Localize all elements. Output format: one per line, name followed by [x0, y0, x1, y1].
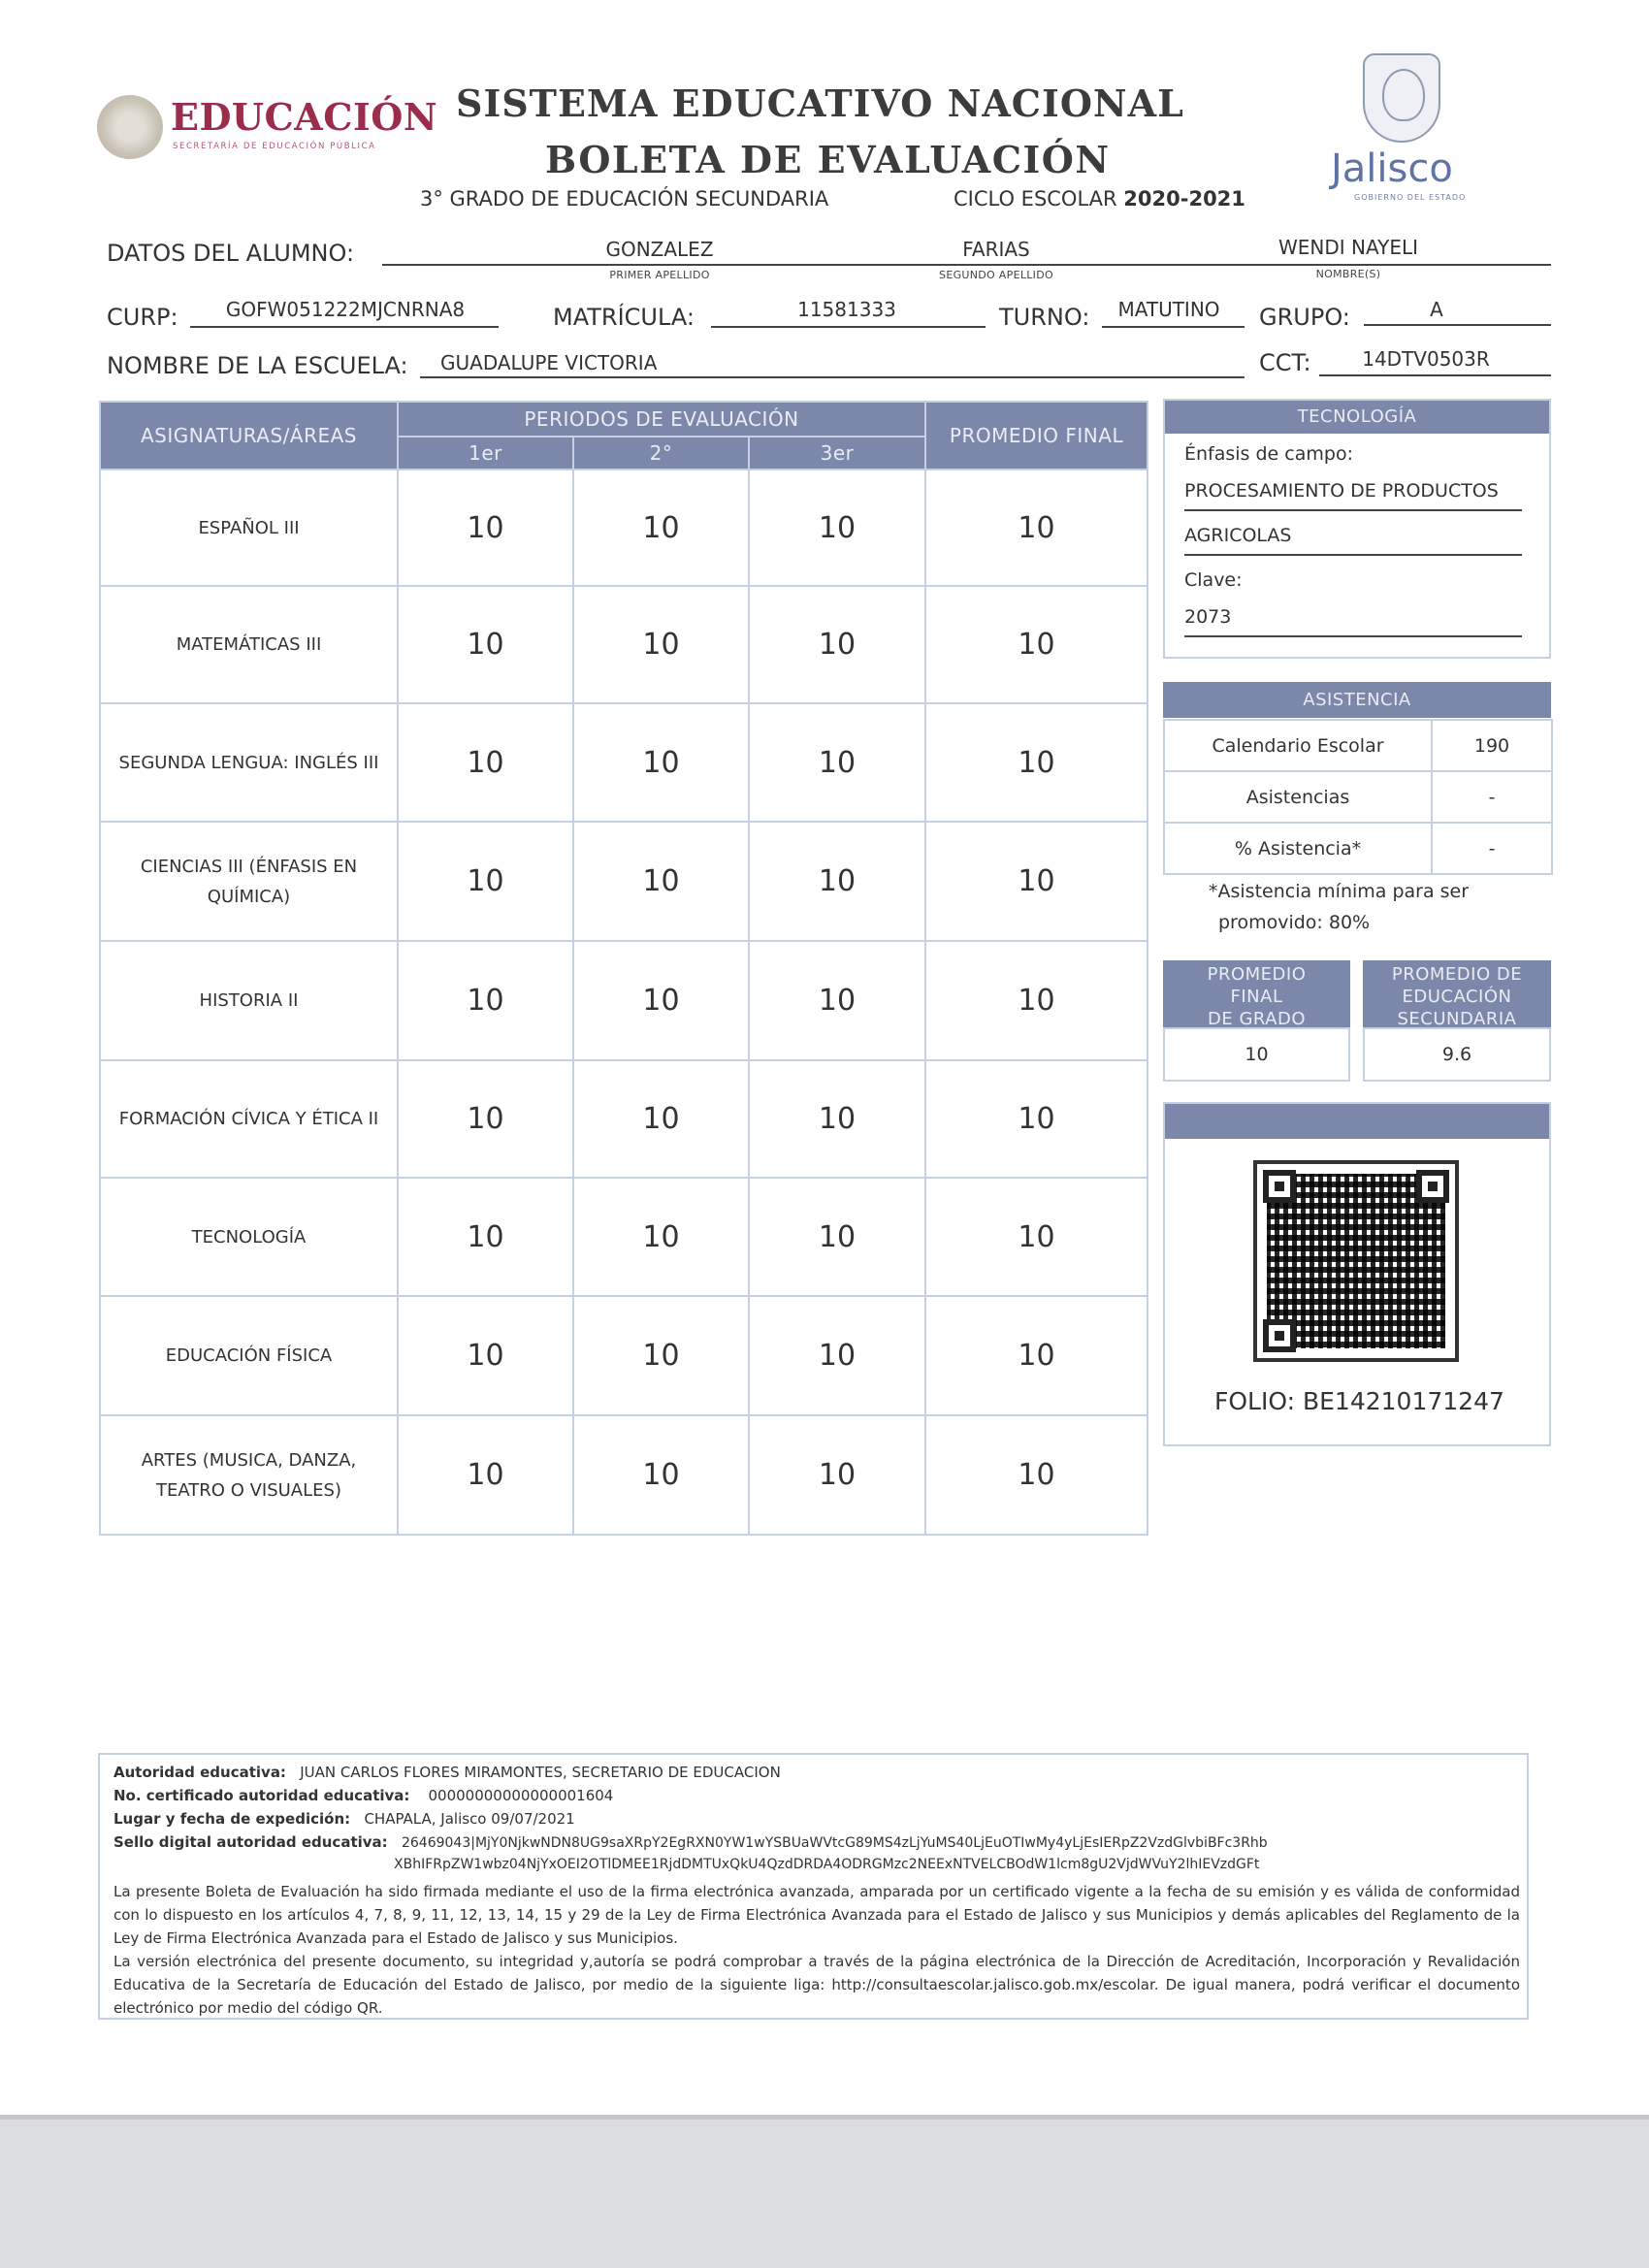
name-underline: [382, 264, 1551, 266]
asistencia-value: 190: [1432, 720, 1552, 771]
table-row: [100, 822, 1148, 941]
curp-underline: [190, 326, 499, 328]
period3-grade: 10: [749, 822, 925, 941]
turno-label: TURNO:: [999, 304, 1090, 331]
final-grade: 10: [925, 703, 1148, 822]
period1-grade: 10: [398, 703, 573, 822]
table-row: [100, 1296, 1148, 1415]
folio-number: FOLIO: BE14210171247: [1214, 1387, 1504, 1415]
period1-grade: 10: [398, 941, 573, 1060]
col-period3-header: 3er: [749, 437, 925, 470]
sep-logo-subtitle: SECRETARÍA DE EDUCACIÓN PÚBLICA: [173, 142, 376, 151]
cct-underline: [1319, 374, 1551, 376]
asistencia-note-line2: promovido: 80%: [1218, 912, 1371, 933]
final-grade: 10: [925, 1178, 1148, 1296]
jalisco-logo-word: Jalisco: [1331, 146, 1453, 191]
enfasis-line2: AGRICOLAS: [1184, 525, 1292, 546]
final-grade: 10: [925, 586, 1148, 703]
grade-level: 3° GRADO DE EDUCACIÓN SECUNDARIA: [420, 187, 829, 211]
asistencia-note-line1: *Asistencia mínima para ser: [1209, 881, 1470, 902]
enfasis-line2-underline: [1184, 554, 1522, 556]
primer-apellido-caption: PRIMER APELLIDO: [609, 269, 710, 281]
legal-paragraph-1: La presente Boleta de Evaluación ha sido firmada mediante el uso de la firma electrónica avanzada, amparada por un certificado vigente a la fecha de su emisión y es válida de conformidad con lo dispuesto en los artículos 4, 7, 8, 9, 11, 12, 13, 14, 15 y 29 de la Ley de Firma Electrónica Avanzada para el Estado de Jalisco y sus Municipios y demás aplicables del Reglamento de la Ley de Firma Electrónica Avanzada para el Estado de Jalisco y sus Municipios.: [113, 1883, 1520, 1947]
school-cycle-value: 2020-2021: [1123, 187, 1245, 211]
asistencia-label: Asistencias: [1164, 771, 1432, 823]
qr-code-icon[interactable]: [1253, 1160, 1459, 1362]
turno-underline: [1102, 326, 1245, 328]
period1-grade: 10: [398, 1178, 573, 1296]
table-row: [100, 1060, 1148, 1178]
curp-label: CURP:: [107, 304, 178, 331]
period3-grade: 10: [749, 1178, 925, 1296]
table-row: [100, 941, 1148, 1060]
jalisco-logo: [1319, 53, 1494, 209]
period2-grade: 10: [573, 1296, 749, 1415]
subject-cell: EDUCACIÓN FÍSICA: [100, 1296, 398, 1415]
period3-grade: 10: [749, 1296, 925, 1415]
lugar-value: CHAPALA, Jalisco 09/07/2021: [364, 1810, 575, 1828]
promedio-secundaria-value: 9.6: [1363, 1027, 1551, 1082]
col-final-header: PROMEDIO FINAL: [925, 402, 1148, 470]
promedio-grado-value: 10: [1163, 1027, 1350, 1082]
col-period2-header: 2°: [573, 437, 749, 470]
jalisco-logo-subtitle: GOBIERNO DEL ESTADO: [1354, 193, 1467, 202]
asistencia-table: [1163, 719, 1553, 875]
subject-cell: ESPAÑOL III: [100, 470, 398, 586]
matricula-underline: [711, 326, 986, 328]
asistencia-row: [1164, 823, 1552, 874]
period1-grade: 10: [398, 1296, 573, 1415]
period2-grade: 10: [573, 703, 749, 822]
enfasis-line1-underline: [1184, 509, 1522, 511]
legal-paragraph-2: La versión electrónica del presente documento, su integridad y,autoría se podrá comprobar a través de la página electrónica de la Dirección de Acreditación, Incorporación y Revalidación Educativa de la Secretaría de Educación del Estado de Jalisco, por medio de la siguiente liga: http://consultaescolar.jalisco.gob.mx/escolar. De igual manera, podrá verificar el documento electrónico por medio del código QR.: [113, 1953, 1520, 2017]
clave-value: 2073: [1184, 606, 1232, 628]
school-cycle-label: CICLO ESCOLAR: [954, 187, 1117, 211]
cct-value: 14DTV0503R: [1362, 347, 1490, 371]
asistencia-value: -: [1432, 823, 1552, 874]
period3-grade: 10: [749, 703, 925, 822]
asistencia-row: [1164, 720, 1552, 771]
table-row: [100, 1178, 1148, 1296]
col-period1-header: 1er: [398, 437, 573, 470]
sep-logo: [97, 93, 438, 161]
subject-cell: FORMACIÓN CÍVICA Y ÉTICA II: [100, 1060, 398, 1178]
final-grade: 10: [925, 470, 1148, 586]
nombres-value: WENDI NAYELI: [1277, 236, 1418, 259]
document-title: SISTEMA EDUCATIVO NACIONAL: [456, 81, 1184, 125]
clave-label: Clave:: [1184, 569, 1243, 591]
cct-label: CCT:: [1259, 349, 1311, 376]
enfasis-label: Énfasis de campo:: [1184, 443, 1353, 465]
period2-grade: 10: [573, 1178, 749, 1296]
subject-cell: SEGUNDA LENGUA: INGLÉS III: [100, 703, 398, 822]
table-row: [100, 703, 1148, 822]
promedio-grado-header: [1163, 960, 1350, 1028]
asistencia-label: Calendario Escolar: [1164, 720, 1432, 771]
promedio-secundaria-header: [1363, 960, 1551, 1028]
grades-table: [99, 401, 1148, 1536]
national-seal-icon: [97, 95, 163, 159]
turno-value: MATUTINO: [1117, 298, 1220, 321]
col-subject-header: ASIGNATURAS/ÁREAS: [100, 402, 398, 470]
legal-footer: [98, 1753, 1529, 2020]
grupo-underline: [1364, 324, 1551, 326]
matricula-label: MATRÍCULA:: [553, 304, 695, 331]
primer-apellido-value: GONZALEZ: [605, 238, 714, 261]
asistencia-value: -: [1432, 771, 1552, 823]
curp-value: GOFW051222MJCNRNA8: [225, 298, 466, 321]
escuela-value: GUADALUPE VICTORIA: [440, 351, 658, 374]
sello-value-line1: 26469043|MjY0NjkwNDN8UG9saXRpY2EgRXN0YW1wYSBUaWVtcG89MS4zLjYuMS40LjEuOTIwMy4yLjEsIERpZ2VzdGlvbiBFc3Rhb: [401, 1835, 1268, 1851]
period2-grade: 10: [573, 1060, 749, 1178]
promedio-secundaria-header-line3: SECUNDARIA: [1397, 1009, 1517, 1029]
sello-row: [113, 1833, 1268, 1851]
certificado-row: [113, 1787, 613, 1804]
subject-cell: TECNOLOGÍA: [100, 1178, 398, 1296]
sello-label: Sello digital autoridad educativa:: [113, 1833, 388, 1851]
period1-grade: 10: [398, 586, 573, 703]
asistencia-label: % Asistencia*: [1164, 823, 1432, 874]
autoridad-label: Autoridad educativa:: [113, 1764, 286, 1781]
document-subtitle: BOLETA DE EVALUACIÓN: [545, 138, 1111, 181]
certificado-label: No. certificado autoridad educativa:: [113, 1787, 410, 1804]
final-grade: 10: [925, 822, 1148, 941]
promedio-secundaria-header-line2: EDUCACIÓN: [1402, 987, 1512, 1007]
period1-grade: 10: [398, 1060, 573, 1178]
qr-finder-top-left: [1263, 1170, 1296, 1203]
promedio-grado-header-line1: PROMEDIO: [1207, 964, 1307, 985]
final-grade: 10: [925, 1415, 1148, 1535]
grupo-label: GRUPO:: [1259, 304, 1350, 331]
student-data-label: DATOS DEL ALUMNO:: [107, 240, 355, 267]
qr-finder-top-right: [1416, 1170, 1449, 1203]
table-row: [100, 586, 1148, 703]
period2-grade: 10: [573, 586, 749, 703]
grupo-value: A: [1430, 298, 1443, 321]
autoridad-row: [113, 1764, 781, 1781]
period3-grade: 10: [749, 1415, 925, 1535]
promedio-grado-header-line2: FINAL: [1230, 987, 1283, 1007]
period3-grade: 10: [749, 1060, 925, 1178]
table-row: [100, 1415, 1148, 1535]
period1-grade: 10: [398, 1415, 573, 1535]
subject-cell: MATEMÁTICAS III: [100, 586, 398, 703]
table-row: [100, 470, 1148, 586]
period2-grade: 10: [573, 822, 749, 941]
enfasis-line1: PROCESAMIENTO DE PRODUCTOS: [1184, 480, 1499, 502]
nombres-caption: NOMBRE(S): [1315, 268, 1381, 280]
jalisco-crest-icon: [1363, 53, 1440, 143]
promedio-secundaria-header-line1: PROMEDIO DE: [1391, 964, 1523, 985]
asistencia-header: ASISTENCIA: [1163, 682, 1551, 718]
qr-finder-bottom-left: [1263, 1319, 1296, 1352]
tecnologia-panel: [1163, 399, 1551, 659]
period2-grade: 10: [573, 1415, 749, 1535]
period1-grade: 10: [398, 470, 573, 586]
final-grade: 10: [925, 941, 1148, 1060]
subject-cell: CIENCIAS III (ÉNFASIS EN QUÍMICA): [100, 822, 398, 941]
period1-grade: 10: [398, 822, 573, 941]
scan-background: [0, 2120, 1649, 2268]
segundo-apellido-caption: SEGUNDO APELLIDO: [939, 269, 1053, 281]
period3-grade: 10: [749, 941, 925, 1060]
period2-grade: 10: [573, 470, 749, 586]
col-periods-header: PERIODOS DE EVALUACIÓN: [398, 402, 925, 437]
sep-logo-word: EDUCACIÓN: [171, 95, 438, 139]
lugar-row: [113, 1810, 575, 1828]
certificado-value: 00000000000000001604: [428, 1787, 614, 1804]
period2-grade: 10: [573, 941, 749, 1060]
clave-underline: [1184, 635, 1522, 637]
lugar-label: Lugar y fecha de expedición:: [113, 1810, 351, 1828]
final-grade: 10: [925, 1296, 1148, 1415]
subject-cell: ARTES (MUSICA, DANZA, TEATRO O VISUALES): [100, 1415, 398, 1535]
segundo-apellido-value: FARIAS: [962, 238, 1030, 261]
qr-panel-header: [1165, 1104, 1549, 1139]
asistencia-row: [1164, 771, 1552, 823]
period3-grade: 10: [749, 470, 925, 586]
escuela-label: NOMBRE DE LA ESCUELA:: [107, 352, 408, 379]
escuela-underline: [420, 376, 1245, 378]
autoridad-value: JUAN CARLOS FLORES MIRAMONTES, SECRETARIO DE EDUCACION: [300, 1764, 781, 1781]
period3-grade: 10: [749, 586, 925, 703]
final-grade: 10: [925, 1060, 1148, 1178]
subject-cell: HISTORIA II: [100, 941, 398, 1060]
promedio-grado-header-line3: DE GRADO: [1207, 1009, 1307, 1029]
tecnologia-header: TECNOLOGÍA: [1165, 401, 1549, 434]
matricula-value: 11581333: [797, 298, 896, 321]
sello-value-line2: XBhIFRpZW1wbz04NjYxOEI2OTlDMEE1RjdDMTUxQkU4QzdDRDA4ODRGMzc2NEExNTVELCBOdW1lcm8gU2VjdWVuY2lhIEVzdGFt: [394, 1857, 1260, 1872]
school-cycle: [954, 187, 1245, 211]
